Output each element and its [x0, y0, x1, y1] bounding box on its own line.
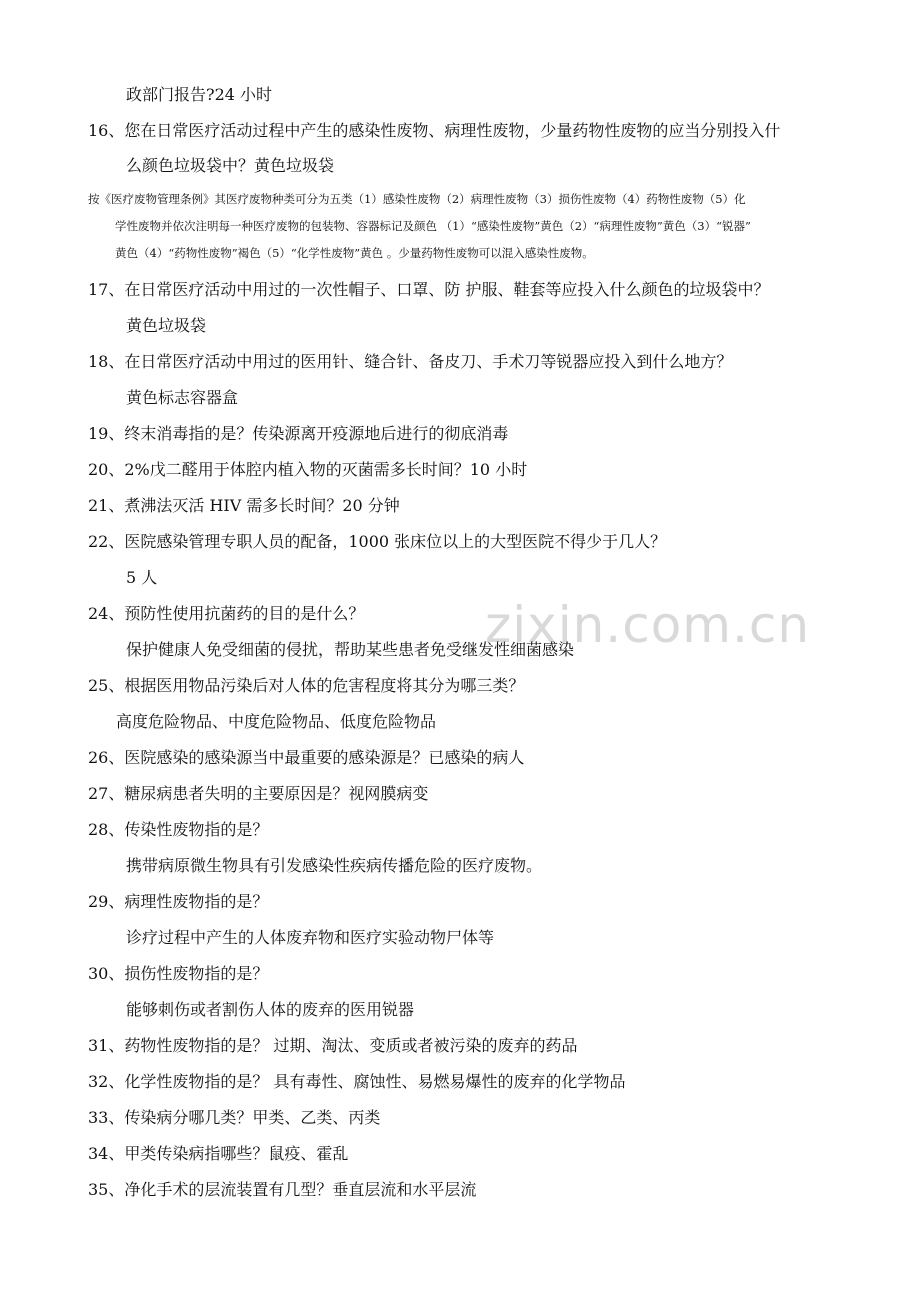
question-28: 28、传染性废物指的是？: [88, 820, 269, 839]
question-32: 32、化学性废物指的是？ 具有毒性、腐蚀性、易燃易爆性的废弃的化学物品: [88, 1072, 626, 1091]
answer-line: 高度危险物品、中度危险物品、低度危险物品: [116, 712, 437, 731]
question-29: 29、病理性废物指的是？: [88, 892, 269, 911]
answer-line: 黄色垃圾袋: [126, 316, 207, 335]
answer-line: 携带病原微生物具有引发感染性疾病传播危险的医疗废物。: [126, 856, 543, 875]
note-line: 按《医疗废物管理条例》其医疗废物种类可分为五类（1）感染性废物（2）病理性废物（3）损伤性废物（4）药物性废物（5）化: [88, 192, 746, 206]
question-33: 33、传染病分哪几类？甲类、乙类、丙类: [88, 1108, 381, 1127]
question-20: 20、2%戊二醛用于体腔内植入物的灭菌需多长时间？10 小时: [88, 460, 528, 479]
question-21: 21、煮沸法灭活 HIV 需多长时间？20 分钟: [88, 496, 400, 515]
question-16: 16、您在日常医疗活动过程中产生的感染性废物、病理性废物，少量药物性废物的应当分别投入什: [88, 121, 781, 140]
watermark: zixin.com.cn: [485, 596, 811, 654]
question-34: 34、甲类传染病指哪些？鼠疫、霍乱: [88, 1144, 349, 1163]
answer-line: 诊疗过程中产生的人体废弃物和医疗实验动物尸体等: [126, 928, 495, 947]
answer-line: 能够刺伤或者割伤人体的废弃的医用锐器: [126, 1000, 415, 1019]
question-24: 24、预防性使用抗菌药的目的是什么？: [88, 604, 365, 623]
question-31: 31、药物性废物指的是？ 过期、淘汰、变质或者被污染的废弃的药品: [88, 1036, 578, 1055]
question-30: 30、损伤性废物指的是？: [88, 964, 269, 983]
question-35: 35、净化手术的层流装置有几型？垂直层流和水平层流: [88, 1180, 477, 1199]
question-25: 25、根据医用物品污染后对人体的危害程度将其分为哪三类？: [88, 676, 525, 695]
text-line: 政部门报告?24 小时: [126, 85, 273, 104]
question-27: 27、糖尿病患者失明的主要原因是？视网膜病变: [88, 784, 429, 803]
note-line: 黄色（4）“药物性废物”褐色（5）“化学性废物”黄色 。少量药物性废物可以混入感染性废物。: [115, 246, 594, 260]
answer-line: 保护健康人免受细菌的侵扰，帮助某些患者免受继发性细菌感染: [126, 640, 575, 659]
answer-line: 5 人: [126, 568, 158, 587]
answer-line: 黄色标志容器盒: [126, 388, 239, 407]
question-26: 26、医院感染的感染源当中最重要的感染源是？已感染的病人: [88, 748, 525, 767]
question-19: 19、终末消毒指的是？传染源离开疫源地后进行的彻底消毒: [88, 424, 509, 443]
text-line: 么颜色垃圾袋中？黄色垃圾袋: [126, 156, 335, 175]
question-22: 22、医院感染管理专职人员的配备，1000 张床位以上的大型医院不得少于几人？: [88, 532, 667, 551]
question-18: 18、在日常医疗活动中用过的医用针、缝合针、备皮刀、手术刀等锐器应投入到什么地方？: [88, 352, 733, 371]
note-line: 学性废物并依次注明每一种医疗废物的包装物、容器标记及颜色 （1）“感染性废物”黄色（2）“病理性废物”黄色（3）“锐器”: [115, 219, 751, 233]
question-17: 17、在日常医疗活动中用过的一次性帽子、口罩、防 护服、鞋套等应投入什么颜色的垃圾袋中？: [88, 280, 770, 299]
